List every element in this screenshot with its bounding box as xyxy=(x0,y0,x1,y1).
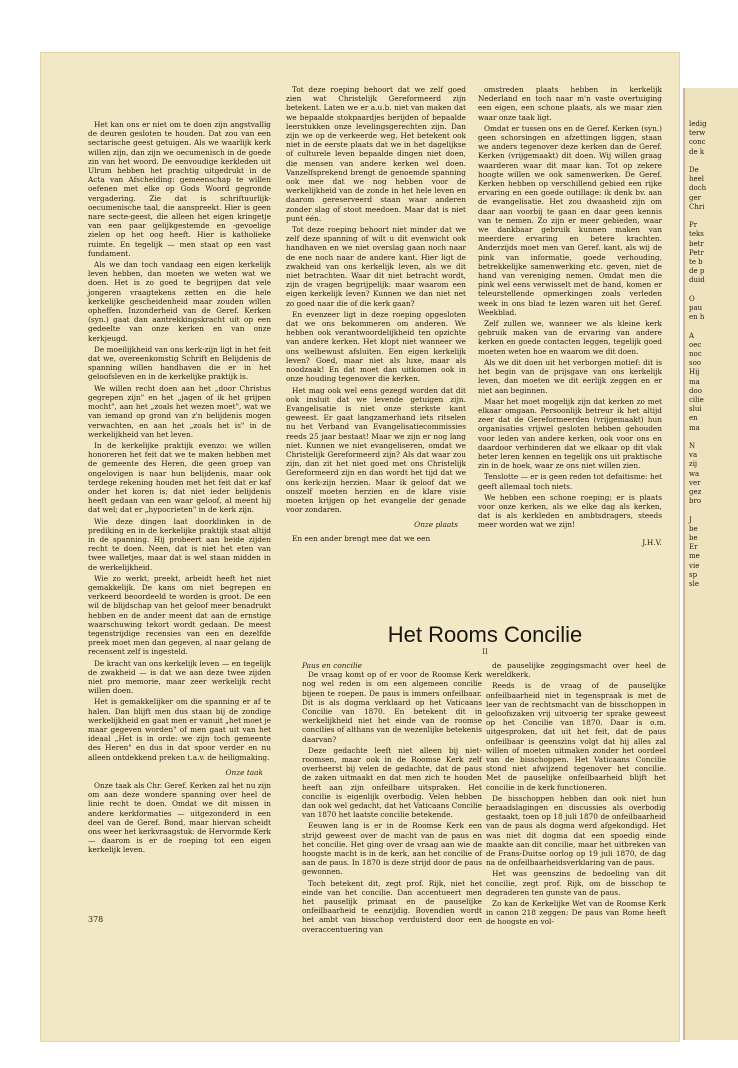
paragraph: Tot deze roeping behoort dat we zelf goed zien wat Christelijk Gereformeerd zijn betekent. Laten we er a.u.b. niet van maken dat we bepaalde stokpaardjes berijden of bepaalde leerstukken onze levelingsgerechten zijn. Dan zijn we op de verkeerde weg. Het betekent ook niet in de eerste plaats dat we in het dagelijkse of culturele leven bepaalde dingen niet doen, die mensen van andere kerken wel doen. Vanzelfsprekend brengt de genoemde spanning ook mee dat we nog hebben voor de werkelijkheid van de zonde in het hele leven en daarom gereserveerd staan waar anderen zonder slag of stoot meedoen. Maar dat is niet punt één. xyxy=(286,85,466,223)
facing-page-text-fragment: ger xyxy=(689,193,701,202)
paragraph: Reeds is de vraag of de pauselijke onfeilbaarheid niet in tegenspraak is met de leer van de rechtsmacht van de bisschoppen in geloofszaken vrij uitvoerig ter sprake geweest op het Concilie van 1870. Daar is o.m. uitgesproken, dat uit het feit, dat de paus onfeilbaar is geenszins volgt dat hij alles zal willen of moeten uitmaken zonder het oordeel van de bisschoppen. Het Vaticaans Concilie stond niet afwijzend tegenover het concilie. Met de pauselijke onfeilbaarheid blijft het concilie in de kerk functioneren. xyxy=(486,681,666,792)
paragraph: Omdat er tussen ons en de Geref. Kerken (syn.) geen schorsingen en afzettingen liggen, staan we anders tegenover deze kerken dan de Geref. Kerken (vrijgemaakt) dit doen. Wij willen graag waarderen waar dit maar kan. Tot op zekere hoogte willen we ook samenwerken. De Geref. Kerken hebben op verschillend gebied een rijke ervaring en een goede outillage: ik denk bv. aan de evangelisatie. Het zou dwaasheid zijn om daar aan voorbij te gaan en daar geen kennis van te nemen. Zo zijn er meer gebieden, waar we dankbaar gebruik kunnen maken van meerdere ervaring en betere krachten. Anderzijds moet men van Geref. kant, als wij de pink van informatie, goede verhouding, betrekkelijke samenwerking etc. geven, niet de hand van vereniging nemen. Omdat men die pink wel eens verwisselt met de hand, komen er teleurstellende opmerkingen zoals verleden week in ons blad te lezen waren uit het Geref. Weekblad. xyxy=(478,123,662,317)
facing-page-text-fragment: be xyxy=(689,534,698,542)
facing-page-text-fragment: Pr xyxy=(689,221,698,230)
paragraph: Deze gedachte leeft niet alleen bij niet-roomsen, maar ook in de Roomse Kerk zelf overheerst bij velen de gedachte, dat de paus de zaken uitmaakt en dat men zich te houden heeft aan zijn onfeilbare uitspraken. Het concilie is eigenlijk overbodig. Velen hebben dan ook wel gedacht, dat het Vaticaans Concilie van 1870 het laatste concilie betekende. xyxy=(302,745,482,820)
facing-page-text-fragment: sp xyxy=(689,570,698,579)
facing-page-text-fragment: en h xyxy=(689,313,705,322)
paragraph: Wie zo werkt, preekt, arbeidt heeft het niet gemakkelijk. De kans om niet begrepen en verkeerd beoordeeld te worden is groot. De een wil de blijdschap van het geloof meer benadrukt hebben en de ander meent dat aan de ernstige waarschuwing tekort wordt gedaan. De meest tegenstrijdige recensies van een en dezelfde preek moet men dan gegeven, al naar gelang de recensent zelf is ingesteld. xyxy=(88,573,271,657)
facing-page-text-fragment: ma xyxy=(689,423,700,432)
facing-page-text-fragment: ma xyxy=(689,377,700,386)
facing-page-text-fragment: soo xyxy=(689,359,702,368)
facing-page-text-fragment: A xyxy=(689,331,695,340)
paragraph: We hebben een schone roeping; er is plaats voor onze kerken, als we elke dag als kerken, dat is als kerkleden en ambtsdragers, steeds meer worden wat we zijn! xyxy=(478,492,662,530)
paragraph: Zelf zullen we, wanneer we als kleine kerk gebruik maken van de ervaring van andere kerken en goede contacten leggen, tegelijk goed moeten weten hoe en waarom we dit doen. xyxy=(478,319,662,356)
facing-page-text-fragment: te b xyxy=(689,258,703,266)
facing-page-text-fragment: pau xyxy=(689,304,703,312)
paragraph: Als we dan toch vandaag een eigen kerkelijk leven hebben, dan moeten we weten wat we doen. Het is zo goed te begrijpen dat vele jongeren vraagtekens zetten en die hele kerkelijke gescheidenheid maar zouden willen opheffen. Inzonderheid van de Geref. Kerken (syn.) gaat dan aantrekkingskracht uit op een gedeelte van onze kerken en van onze kerkjeugd. xyxy=(88,260,271,343)
facing-page-text-fragment: de k xyxy=(689,147,705,156)
paragraph: Zo kan de Kerkelijke Wet van de Roomse Kerk in canon 218 zeggen: De paus van Rome heeft de hoogste en vol- xyxy=(486,899,666,927)
facing-page-text-fragment: Hij xyxy=(689,368,700,377)
paragraph: Het is gemakkelijker om die spanning er af te halen. Dan blijft men dus staan bij de zondige werkelijkheid en gaat men er vanuit „het moet je maar gegeven worden" of men gaat uit van het ideaal „Het is in orde: we zijn toch gemeente des Heren" en dus in dat spoor verder en nu alleen ontdekkend preken t.a.v. de heiligmaking. xyxy=(88,697,271,762)
paragraph: En evenzeer ligt in deze roeping opgesloten dat we ons bekommeren om anderen. We hebben ook verantwoordelijkheid ten opzichte van andere kerken. Het klopt niet wanneer we ons welbewust afsluiten. Een eigen kerkelijk leven? Goed, maar niet als luxe, maar als noodzaak! En dat moet dan uitkomen ook in onze houding tegenover die kerken. xyxy=(286,309,466,384)
facing-page-text-fragment: vie xyxy=(689,561,700,570)
facing-page-text-fragment: conc xyxy=(689,138,706,147)
paragraph: Wie deze dingen laat doorklinken in de prediking en in de kerkelijke praktijk staat altijd in de spanning. Hij probeert aan beide zijden recht te doen. Neen, dat is niet het eten van twee walletjes, maar dat is wel staan midden in de werkelijkheid. xyxy=(88,516,271,572)
facing-page-text-fragment: oec xyxy=(689,340,702,349)
paragraph: Toch betekent dit, zegt prof. Rijk, niet het einde van het concilie. Dan accentueert men het pauselijk primaat en de pauselijke onfeilbaarheid te eenzijdig. Bovendien wordt het ambt van bisschop verduisterd door een overaccentuering van xyxy=(302,878,482,934)
facing-page-text-fragment: N xyxy=(689,442,696,450)
paragraph: Als we dit doen uit het verborgen motief: dit is het begin van de prijsgave van ons kerkelijk leven, dan moeten we dit eerlijk zeggen en er niet aan beginnen. xyxy=(478,357,662,395)
paragraph: Tenslotte — er is geen reden tot defaitisme: het geeft allemaal toch niets. xyxy=(478,472,662,491)
paragraph: de pauselijke zeggingsmacht over heel de wereldkerk. xyxy=(486,661,666,680)
paragraph: Het was geenszins de bedoeling van dit concilie, zegt prof. Rijk, om de bisschop te degraderen ten gunste van de paus. xyxy=(486,869,666,897)
facing-page-text-fragment: terw xyxy=(689,129,706,138)
facing-page-text-fragment: bro xyxy=(689,497,702,506)
paragraph: De vraag komt op of er voor de Roomse Kerk nog wel reden is om een algemeen concilie bijeen te roepen. De paus is immers onfeilbaar. Dit is als dogma verklaard op het Vaticaans Concilie van 1870. En betekent dit in werkelijkheid niet het einde van de roomse concilies of althans van de wezenlijke betekenis daarvan? xyxy=(302,670,482,744)
paragraph: De moeilijkheid van ons kerk-zijn ligt in het feit dat we, overeenkomstig Schrift en Belijdenis de spanning willen handhaven die er in het geloofsleven en in de kerkelijke praktijk is. xyxy=(88,344,271,382)
facing-page-text-fragment: Chri xyxy=(689,202,705,211)
paragraph: De bisschoppen hebben dan ook niet hun beraadslagingen en discussies als overbodig gestaakt, toen op 18 juli 1870 de onfeilbaarheid van de paus als dogma werd afgekondigd. Het was niet dit dogma dat een spoedig einde maakte aan dit concilie, maar het uitbreken van de Frans-Duitse oorlog op 19 juli 1870, de dag na de onfeilbaarheidsverklaring van de paus. xyxy=(486,793,666,868)
paragraph: Onze taak als Chr. Geref. Kerken zal het nu zijn om aan deze wondere spanning over heel de linie recht te doen. Omdat we dit missen in andere kerkformaties — uitgezonderd in een deel van de Geref. Bond, maar hiervan scheidt ons weer het kerkvraagstuk: de Hervormde Kerk — daarom is er de roeping tot een eigen kerkelijk leven. xyxy=(88,781,271,855)
subheading: Onze taak xyxy=(225,767,263,777)
article-column-4 xyxy=(302,661,482,936)
facing-page-text-fragment: noc xyxy=(689,350,702,358)
facing-page-text-fragment: doch xyxy=(689,184,707,193)
paragraph: Tot deze roeping behoort niet minder dat we zelf deze spanning of wilt u dit evenwicht ook handhaven en we niet overslag gaan noch naar de ene noch naar de andere kant. Hier ligt de zwakheid van ons kerkelijk leven, als we dit niet betrachten. Waar dit niet betracht wordt, zijn de vragen begrijpelijk: maar waarom een eigen kerkelijk leven? Kunnen we dan niet net zo goed naar die of die kerk gaan? xyxy=(286,225,466,308)
paragraph: omstreden plaats hebben in kerkelijk Nederland en toch naar m'n vaste overtuiging een eigen, een schone plaats, als we maar zien waar onze taak ligt. xyxy=(478,85,662,122)
article-title: Het Rooms Concilie xyxy=(387,622,583,647)
facing-page-text-fragment: be xyxy=(689,524,698,533)
facing-page-text-fragment: de p xyxy=(689,267,705,276)
article-column-5 xyxy=(486,661,666,929)
article-column-3 xyxy=(478,85,662,547)
facing-page-text-fragment: duid xyxy=(689,276,705,285)
facing-page-text-fragment: en xyxy=(689,414,698,423)
facing-page-text-fragment: ver xyxy=(689,478,701,487)
facing-page-text-fragment: cilie xyxy=(689,396,704,404)
article-column-1 xyxy=(88,120,271,857)
facing-page-text-fragment: J xyxy=(689,515,692,524)
paragraph: Eeuwen lang is er in de Roomse Kerk een strijd geweest over de macht van de paus en het concilie. Het ging over de vraag aan wie de hoogste macht is in de kerk, aan het concilie of aan de paus. In 1870 is deze strijd door de paus gewonnen. xyxy=(302,821,482,877)
facing-page-text-fragment: Petr xyxy=(689,248,704,257)
facing-page-text-fragment: me xyxy=(689,552,700,561)
paragraph: We willen recht doen aan het „door Christus gegrepen zijn" en het „jagen of ik het grijpen mocht", aan het „zoals het wezen moet", wat we van iemand op grond van z'n belijdenis mogen verwachten, en aan het „zoals het is" in de werkelijkheid van het leven. xyxy=(88,383,271,439)
paragraph: En een ander brengt mee dat we een xyxy=(292,533,431,543)
facing-page-text-fragment: heel xyxy=(689,175,705,184)
facing-page-edge xyxy=(683,88,738,1040)
paragraph: De kracht van ons kerkelijk leven — en tegelijk de zwakheid — is dat we aan deze twee zijden niet pro memorie, maar zeer werkelijk recht willen doen. xyxy=(88,658,271,696)
subheading: Onze plaats xyxy=(414,520,458,530)
facing-page-text-fragment: Er xyxy=(689,543,698,552)
paragraph: Het mag ook wel eens gezegd worden dat dit ook insluit dat we levende getuigen zijn. Evangelisatie is niet onze sterkste kant geweest. Er gaat langzamerhand iets ritselen nu het Verband van Evangelisatiecommissies reeds 25 jaar bestaat! Maar we zijn er nog lang niet. Kunnen we niet evangeliseren, omdat we Christelijk Gereformeerd zijn? Als dat waar zou zijn, dan zit het niet goed met ons Christelijk Gereformeerd zijn en dan wordt het tijd dat we ons kerk-zijn herzien. Maar ik geloof dat we onszelf moeten herzien en de klare visie moeten krijgen op het evangelie der genade voor zondaren. xyxy=(286,385,466,515)
facing-page-text-fragment: betr xyxy=(689,239,704,248)
facing-page-text-fragment: gez xyxy=(689,488,702,496)
facing-page-text-fragment: sle xyxy=(689,580,699,588)
author-signature: J.H.V. xyxy=(642,537,662,547)
facing-page-text-fragment: teks xyxy=(689,230,704,239)
paragraph: In de kerkelijke praktijk evenzo: we willen honoreren het feit dat we te maken hebben met de gemeente des Heren, die geen groep van ongelovigen is naar hun belijdenis, maar ook terdege rekening houden met het feit dat er kaf onder het koren is; dat niet ieder belijdenis heeft gedaan van een waar geloof, al meent hij dat wel; dat er „hypocrieten" in de kerk zijn. xyxy=(88,440,271,515)
subheading: Paus en concilie xyxy=(302,661,363,670)
article-part-number: II xyxy=(482,648,488,656)
paragraph: Het kan ons er niet om te doen zijn angstvallig de deuren gesloten te houden. Dat zou van een sectarische geest getuigen. Als we waarlijk kerk willen zijn, dan zijn we oecumenisch in de goede zin van het woord. De eenvoudige kerkleden uit Ulrum hebben het prachtig uitgedrukt in de Acta van Afscheiding: gemeenschap te willen oefenen met elke op Gods Woord gegronde vergadering. Zie dat is schriftuurlijk-oecumenische taal, die aanspreekt. Hier is geen nare secte-geest, die alleen het eigen kringetje van een paar gelijkgestemde en -gevoelige zielen op het oog heeft. Hier is katholieke ruimte. En tegelijk — men staat op een vast fundament. xyxy=(88,120,271,258)
facing-page-text-fragment: wa xyxy=(689,469,700,478)
facing-page-text-fragment: slui xyxy=(689,405,702,414)
facing-page-text-fragment: ledig xyxy=(689,120,707,128)
facing-page-text-fragment: doo xyxy=(689,386,702,395)
paragraph: Maar het moet mogelijk zijn dat kerken zo met elkaar omgaan. Persoonlijk betreur ik het altijd zeer dat de Gereformeerden (vrijgemaakt) hun organisaties vrijwel gesloten hebben gehouden voor leden van andere kerken, ook voor ons en daardoor verhinderen dat we elkaar op dit vlak beter leren kennen en tegelijk ons uit praktische zin in de hoek, waar ze ons niet willen zien. xyxy=(478,396,662,471)
article-column-2 xyxy=(286,85,466,545)
facing-page-text-fragment: De xyxy=(689,166,699,174)
facing-page-text-fragment: zij xyxy=(689,460,698,469)
facing-page-text-fragment: va xyxy=(689,451,698,460)
page-number: 378 xyxy=(88,915,104,924)
facing-page-text-fragment: O xyxy=(689,294,695,303)
